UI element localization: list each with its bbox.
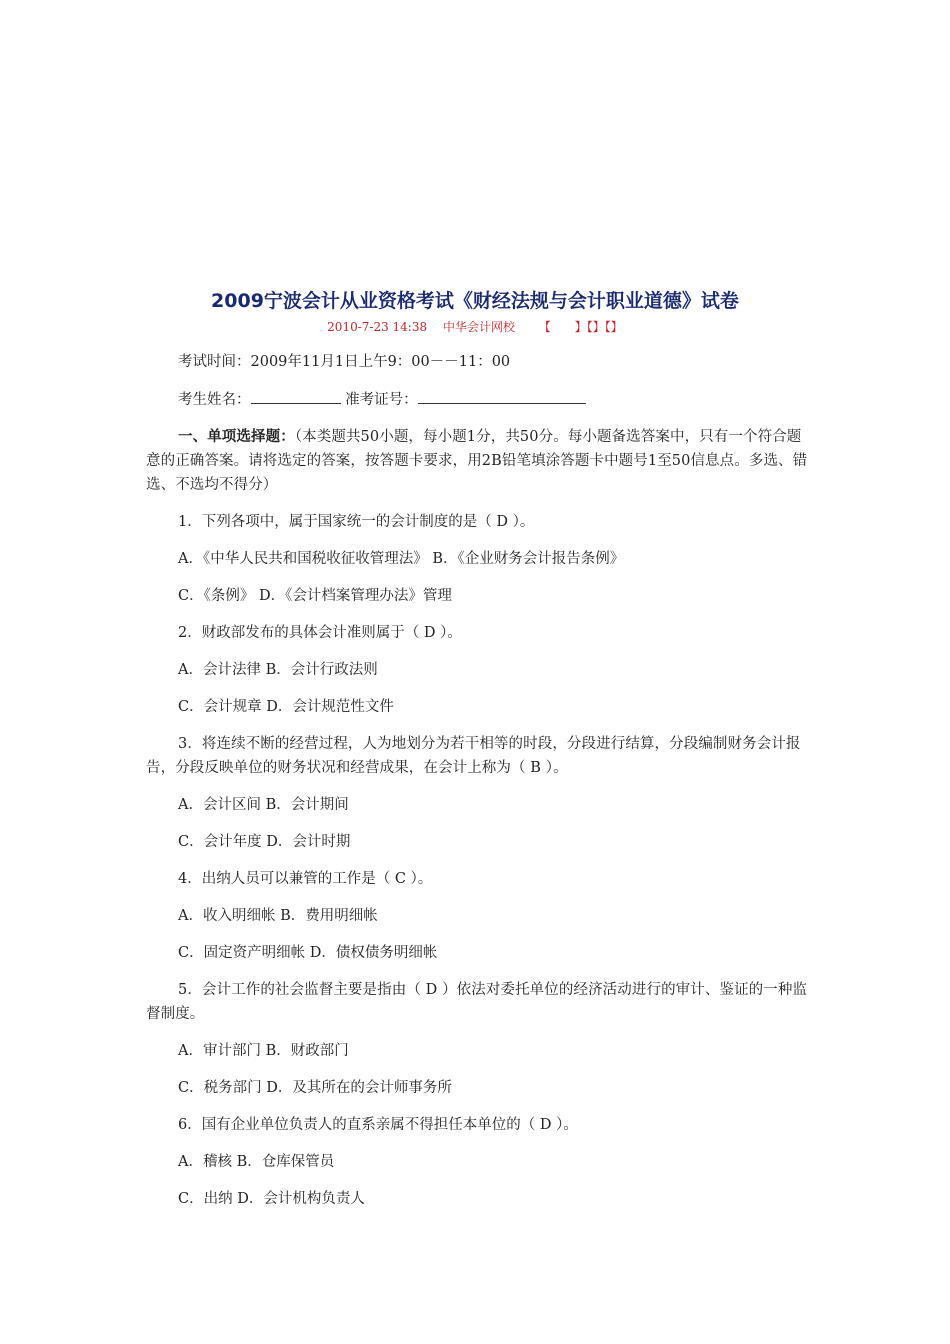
meta-source-link[interactable]: 中华会计网校 <box>442 320 515 334</box>
question-text: 2．财政部发布的具体会计准则属于（ D ）。 <box>178 625 462 641</box>
question-options: A．《中华人民共和国税收征收管理法》 B．《企业财务会计报告条例》 <box>178 551 625 567</box>
meta-brackets[interactable]: 【 】【】【】 <box>538 320 623 334</box>
question-options: A．稽核 B．仓库保管员 <box>178 1154 335 1170</box>
document-meta <box>0 318 950 335</box>
question-text: 5．会计工作的社会监督主要是指由（ D ）依法对委托单位的经济活动进行的审计、鉴证的一种监督制度。 <box>146 982 808 1022</box>
question-options: C．出纳 D．会计机构负责人 <box>178 1191 365 1207</box>
question-options: C．税务部门 D．及其所在的会计师事务所 <box>178 1080 452 1096</box>
candidate-info <box>146 387 810 412</box>
candidate-name-label: 考生姓名： <box>178 392 251 408</box>
question-options: C．《条例》 D．《会计档案管理办法》管理 <box>178 588 452 604</box>
section-heading: 一、单项选择题： <box>178 428 295 445</box>
exam-time: 考试时间：2009年11月1日上午9：00－－11：00 <box>178 354 511 370</box>
question-1 <box>146 510 810 608</box>
question-options: A．会计区间 B．会计期间 <box>178 797 349 813</box>
question-6 <box>146 1113 810 1211</box>
question-options: A．收入明细帐 B．费用明细帐 <box>178 908 378 924</box>
question-options: C．会计年度 D．会计时期 <box>178 834 351 850</box>
question-options: C．会计规章 D．会计规范性文件 <box>178 699 394 715</box>
question-options: A．会计法律 B．会计行政法则 <box>178 662 378 678</box>
question-text: 4．出纳人员可以兼管的工作是（ C ）。 <box>178 871 433 887</box>
admission-number-blank <box>418 387 586 404</box>
admission-number-label: 准考证号： <box>345 392 418 408</box>
question-4 <box>146 867 810 965</box>
question-text: 6．国有企业单位负责人的直系亲属不得担任本单位的（ D ）。 <box>178 1117 578 1133</box>
meta-datetime: 2010-7-23 14:38 <box>327 320 428 334</box>
question-text: 3．将连续不断的经营过程，人为地划分为若干相等的时段，分段进行结算，分段编制财务会计报告，分段反映单位的财务状况和经营成果，在会计上称为（ B ）。 <box>146 736 801 776</box>
question-text: 1．下列各项中，属于国家统一的会计制度的是（ D ）。 <box>178 514 535 530</box>
question-options: C．固定资产明细帐 D．债权债务明细帐 <box>178 945 438 961</box>
candidate-name-blank <box>251 387 341 404</box>
question-options: A．审计部门 B．财政部门 <box>178 1043 349 1059</box>
document-title: 2009宁波会计从业资格考试《财经法规与会计职业道德》试卷 <box>211 290 739 312</box>
question-2 <box>146 621 810 719</box>
section-intro <box>146 425 810 497</box>
section-instructions: （本类题共50小题，每小题1分，共50分。每小题备选答案中，只有一个符合题意的正确答案。请将选定的答案，按答题卡要求，用2B铅笔填涂答题卡中题号1至50信息点。多选、错选、不选均不得分） <box>146 429 808 493</box>
question-5 <box>146 978 810 1100</box>
document-content <box>146 350 810 1224</box>
question-3 <box>146 732 810 854</box>
